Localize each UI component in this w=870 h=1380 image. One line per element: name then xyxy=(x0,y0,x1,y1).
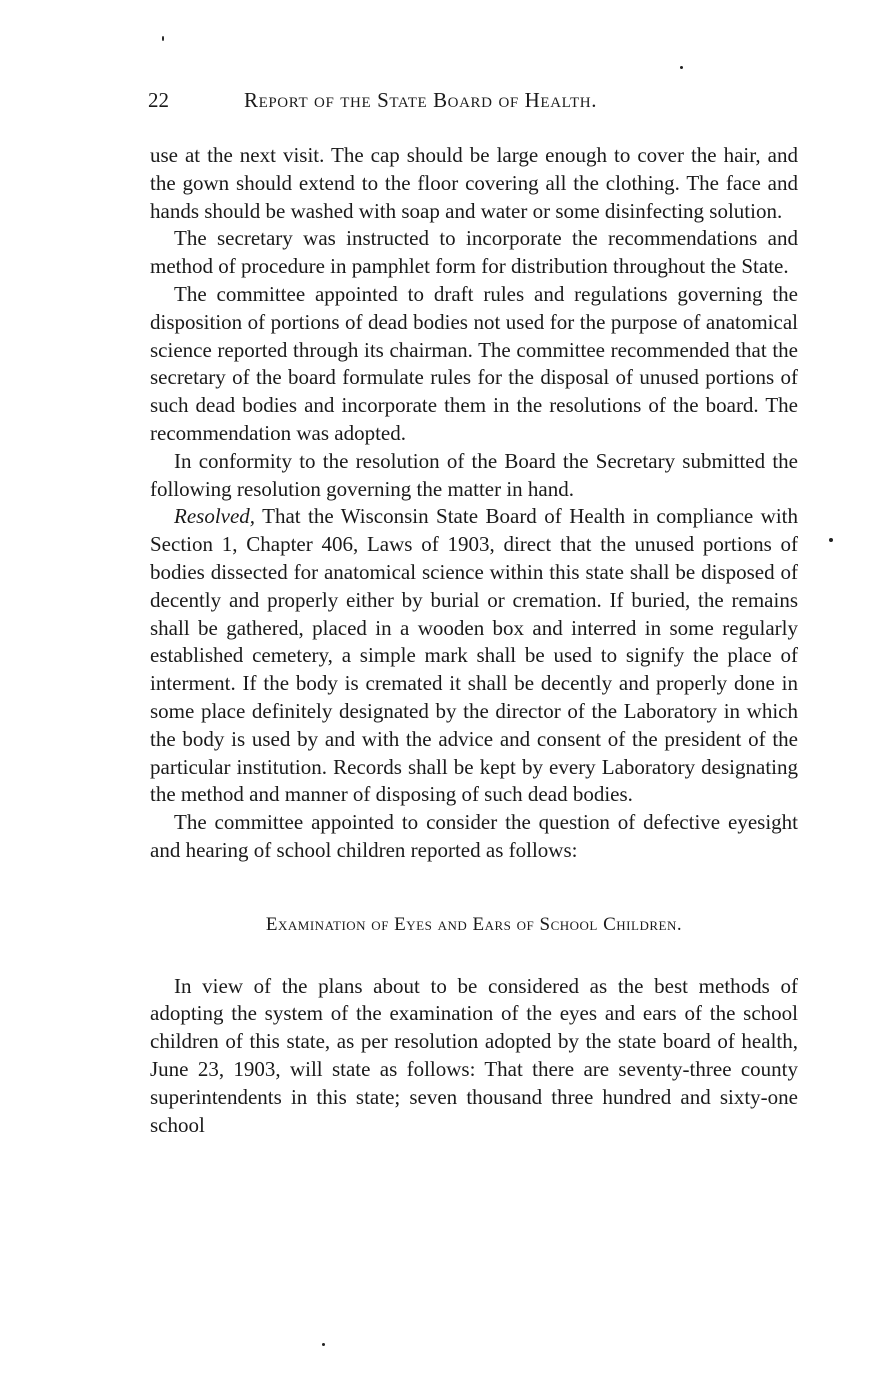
scan-speck xyxy=(162,36,164,41)
page-number: 22 xyxy=(148,88,169,112)
paragraph-gown-instructions: use at the next visit. The cap should be large enough to cover the hair, and the gown should extend to the floor covering all the clothing. The face and hands should be washed with soap and water or some disinfecting solution. xyxy=(150,143,798,223)
scan-speck xyxy=(322,1343,325,1346)
scan-speck xyxy=(680,66,683,69)
running-title: Report of the State Board of Health. xyxy=(244,88,598,112)
section-heading: Examination of Eyes and Ears of School Children. xyxy=(265,913,683,935)
resolution-text: That the Wisconsin State Board of Health in compliance with Section 1, Chapter 406, Laws of 1903, direct that the unused portions of bodies dissected for anatomical science within this state shall be disposed of decently and properly either by burial or cremation. If buried, the remains shall be gathered, placed in a wooden box and interred in some regularly established cemetery, a simple mark shall be used to signify the place of interment. If the body is cremated it shall be decently and properly done in some place definitely designated by the director of the Laboratory in which the body is used by and with the advice and consent of the president of the particular institution. Records shall be kept by every Laboratory designating the method and manner of disposing of such dead bodies. xyxy=(150,504,798,807)
paragraph-examination-plans: In view of the plans about to be considered as the best methods of adopting the system of the examination of the eyes and ears of the school children of this state, as per resolution adopted by the state board of health, June 23, 1903, will state as follows: That there are seventy-three county superintendents in this state; seven thousand three hundred and sixty-one school xyxy=(150,973,798,1137)
resolved-word: Resolved, xyxy=(174,504,256,529)
paragraph-secretary-instructed: The secretary was instructed to incorporate the recommendations and method of procedure in pamphlet form for distribution throughout the State. xyxy=(150,226,798,279)
paragraph-resolution xyxy=(150,503,798,809)
paragraph-committee-dead-bodies: The committee appointed to draft rules and regulations governing the disposition of portions of dead bodies not used for the purpose of anatomical science reported through its chairman. The committee recommended that the secretary of the board formulate rules for the disposal of unused portions of such dead bodies and incorporate them in the resolutions of the board. The recommendation was adopted. xyxy=(150,281,798,445)
paragraph-conformity: In conformity to the resolution of the Board the Secretary submitted the following resolution governing the matter in hand. xyxy=(150,448,798,501)
body-text xyxy=(150,142,798,1139)
page-header xyxy=(148,88,728,118)
scan-speck xyxy=(829,538,833,542)
paragraph-committee-eyesight: The committee appointed to consider the question of defective eyesight and hearing of school children reported as follows: xyxy=(150,810,798,862)
